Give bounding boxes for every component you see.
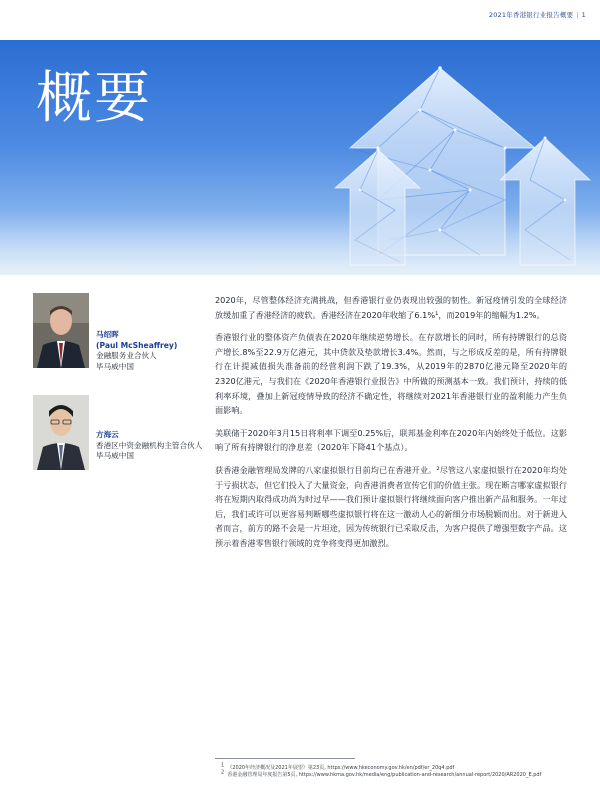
paragraph: 美联储于2020年3月15日将利率下调至0.25%后，联邦基金利率在2020年内始终处于低位。这影响了所有持牌银行的净息差（2020年下降41个基点）。	[215, 427, 567, 453]
person-firm: 毕马威中国	[96, 451, 134, 460]
paragraph: 2020年，尽管整体经济充满挑战，但香港银行业仍表现出较强的韧性。新冠疫情引发的全球经济放缓加重了香港经济的疲软。香港经济在2020年收缩了6.1%¹，而2019年的缩幅为1.2%。	[215, 295, 567, 320]
person-title: 金融服务业合伙人	[96, 351, 157, 360]
person-card	[96, 330, 211, 372]
footnote-divider	[215, 758, 355, 759]
hero-banner	[0, 40, 600, 275]
footnote-number: 2	[221, 768, 225, 775]
paragraph: 获香港金融管理局发牌的八家虚拟银行目前均已在香港开业。²尽管这八家虚拟银行在2020年均处于亏损状态，但它们投入了大量资金，向香港消费者宣传它们的价值主张。现在断言哪家虚拟银行将在短期内取得成功尚为时过早——我们预计虚拟银行将继续面向客户推出新产品和服务。一年过后，我们或许可以更容易判断哪些虚拟银行将在这一激动人心的新细分市场脱颖而出。对于新进入者而言，前方的路不会是一片坦途，因为传统银行已采取反击，为客户提供了增强型数字产品。这预示着香港零售银行领域的竞争将变得更加激烈。	[215, 464, 567, 548]
person-firm: 毕马威中国	[96, 361, 134, 371]
person-card	[96, 430, 211, 462]
footnote-text: 《2020年经济概况及2021年展望》第23页, https://www.hkeconomy.gov.hk/en/pdf/er_20q4.pdf	[227, 765, 455, 771]
report-title: 2021年香港银行业报告概要	[488, 11, 574, 19]
person-name: 马绍晖	[96, 330, 119, 339]
footnote	[221, 762, 576, 772]
footnotes	[221, 762, 576, 778]
portrait-photo	[33, 293, 89, 368]
person-name: 方海云	[96, 430, 119, 439]
page-title: 概要	[36, 66, 152, 131]
header-separator: |	[576, 11, 579, 19]
paragraph: 香港银行业的整体资产负债表在2020年继续逆势增长。在存款增长的同时，所有持牌银行的总资产增长.8%至22.9万亿港元，其中贷款及垫款增长3.4%。然而，与之形成反差的是，所有持牌银行在计提减值损失准备前的经营利润下跌了19.3%，从2019年的2870亿港元降至2020年的2320亿港元，与我们在《2020年香港银行业报告》中所做的预测基本一致。我们预计，持续的低利率环境，叠加上新冠疫情导致的经济不确定性，将继续对2021年香港银行业的盈利能力产生负面影响。	[215, 332, 567, 416]
footnote-number: 1	[221, 762, 225, 769]
running-header	[489, 10, 586, 19]
person-english-name: (Paul McSheaffrey)	[96, 340, 178, 350]
body-text	[215, 293, 567, 559]
footnote-text: 香港金融管理局年度报告第5页, https://www.hkma.gov.hk/media/eng/publication-and-research/annual-report/2020/AR2020_E.pdf	[227, 771, 542, 778]
portrait-photo	[33, 395, 89, 470]
person-title: 香港区中资金融机构主管合伙人	[96, 440, 203, 450]
page-number: 1	[581, 11, 586, 19]
